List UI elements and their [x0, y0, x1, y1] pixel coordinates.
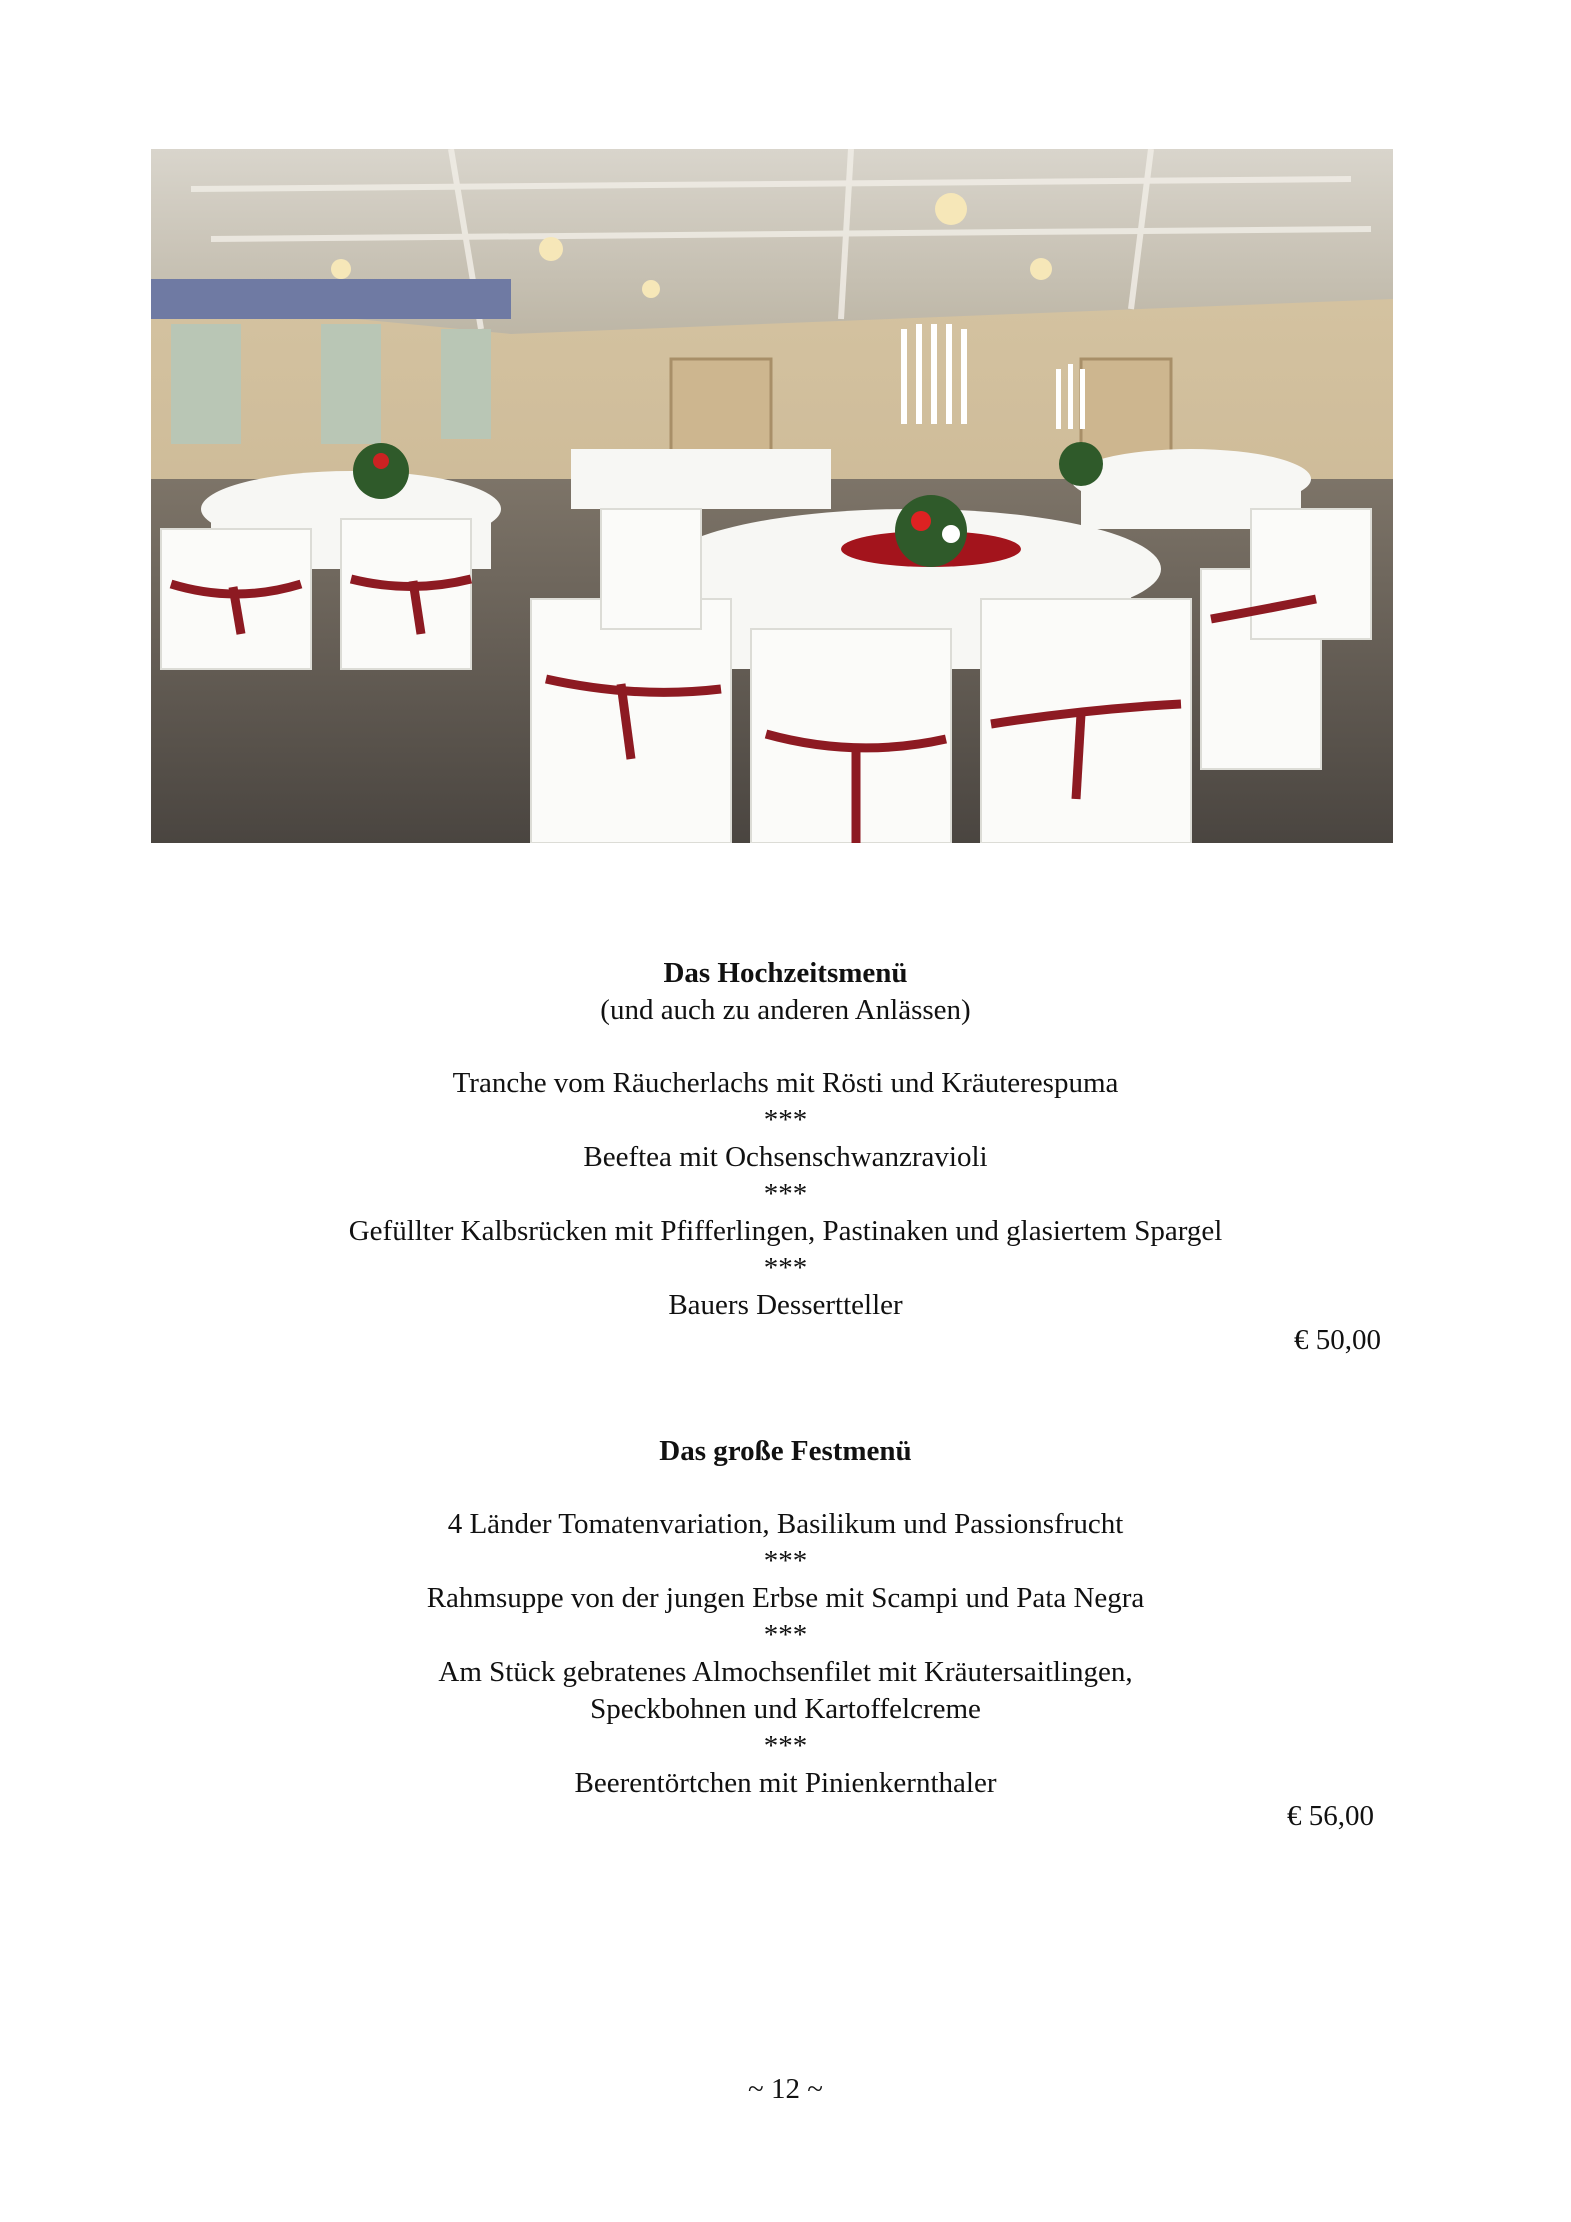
course-separator: *** — [763, 1545, 808, 1577]
course-separator: *** — [763, 1730, 808, 1762]
banquet-hall-photo — [151, 149, 1393, 843]
festive-course-2: Rahmsuppe von der jungen Erbse mit Scampi und Pata Negra — [426, 1582, 1145, 1614]
festive-menu-title: Das große Festmenü — [659, 1435, 912, 1467]
course-separator: *** — [763, 1104, 808, 1136]
festive-course-3-line-1: Am Stück gebratenes Almochsenfilet mit Kräutersaitlingen, — [438, 1656, 1133, 1688]
course-separator: *** — [763, 1619, 808, 1651]
spacer — [0, 1470, 1571, 1506]
spacer — [0, 1029, 1571, 1065]
wedding-menu-title: Das Hochzeitsmenü — [663, 957, 908, 989]
wedding-menu — [0, 955, 1571, 1324]
wedding-course-4: Bauers Dessertteller — [668, 1289, 903, 1321]
festive-course-3-line-2: Speckbohnen und Kartoffelcreme — [590, 1693, 981, 1725]
course-separator: *** — [763, 1252, 808, 1284]
festive-menu — [0, 1433, 1571, 1802]
page-number: ~ 12 ~ — [748, 2073, 823, 2105]
festive-course-1: 4 Länder Tomatenvariation, Basilikum und Passionsfrucht — [447, 1508, 1124, 1540]
festive-course-4: Beerentörtchen mit Pinienkernthaler — [574, 1767, 997, 1799]
course-separator: *** — [763, 1178, 808, 1210]
wedding-menu-subtitle: (und auch zu anderen Anlässen) — [600, 994, 971, 1026]
festive-menu-price: € 56,00 — [1287, 1800, 1374, 1832]
banquet-hall-illustration — [151, 149, 1393, 843]
wedding-menu-price: € 50,00 — [1294, 1324, 1381, 1356]
wedding-course-2: Beeftea mit Ochsenschwanzravioli — [583, 1141, 988, 1173]
wedding-course-1: Tranche vom Räucherlachs mit Rösti und Kräuterespuma — [452, 1067, 1119, 1099]
wedding-course-3: Gefüllter Kalbsrücken mit Pfifferlingen, Pastinaken und glasiertem Spargel — [348, 1215, 1223, 1247]
